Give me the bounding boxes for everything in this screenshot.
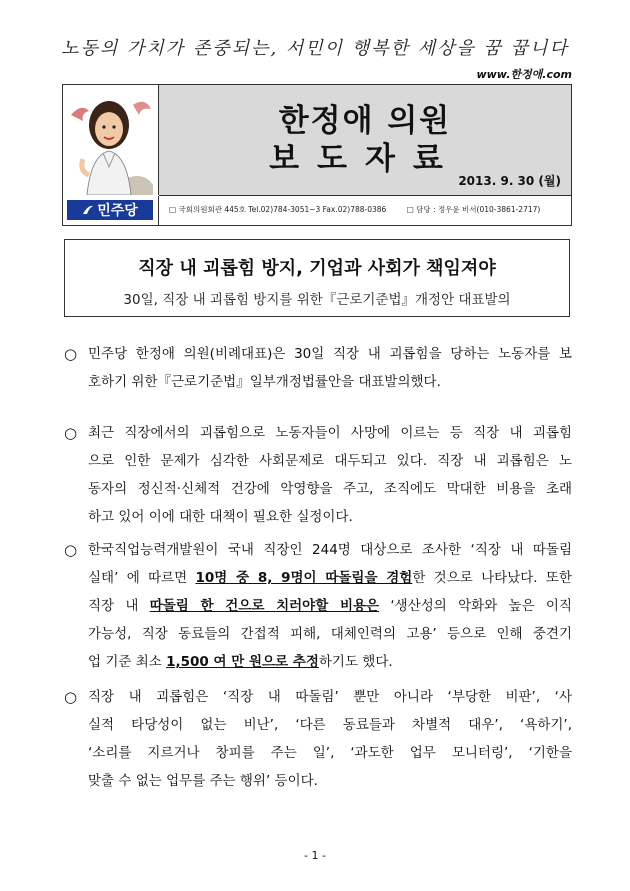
paragraph-line — [62, 592, 572, 620]
website-link[interactable]: www.한정애.com — [476, 68, 572, 81]
lawmaker-title: 한정애 의원 — [278, 103, 452, 139]
paragraph-line: 가능성, 직장 동료들의 간접적 피해, 대체인력의 고용’ 등으로 인해 중견기 — [88, 626, 572, 642]
page-number: - 1 - — [304, 849, 326, 862]
text-run: 직장 내 — [88, 598, 150, 614]
paragraph-4 — [62, 683, 572, 795]
paragraph-line: ‘소리를 지르거나 창피를 주는 일’, ‘과도한 업무 모니터링’, ‘기한을 — [88, 745, 572, 761]
paragraph-line: 직장 내 괴롭힘은 ‘직장 내 따돌림’ 뿐만 아니라 ‘부당한 비판’, ‘사 — [88, 689, 572, 705]
staff-contact: □ 담당 : 정우윤 비서(010-3861-2717) — [406, 205, 541, 214]
press-release-header — [62, 84, 572, 226]
lawmaker-portrait-image — [63, 85, 159, 195]
paragraph-3 — [62, 536, 572, 676]
paragraph-line: 하고 있어 이에 대한 대책이 필요한 실정이다. — [88, 509, 353, 525]
text-run: ‘생산성의 악화와 높은 이직 — [379, 598, 572, 614]
press-release-label: 보도자료 — [269, 141, 461, 177]
slogan: 노동의 가치가 존중되는, 서민이 행복한 세상을 꿈 꿉니다 — [61, 38, 569, 59]
paragraph-line: 맞출 수 없는 업무를 주는 행위’ 등이다. — [88, 773, 318, 789]
paragraph-line: 한국직업능력개발원이 국내 직장인 244명 대상으로 조사한 ‘직장 내 따돌림 — [88, 542, 572, 558]
paragraph-line: 으로 인한 문제가 심각한 사회문제로 대두되고 있다. 직장 내 괴롭힘은 노 — [88, 453, 572, 469]
headline-subtitle: 30일, 직장 내 괴롭힘 방지를 위한『근로기준법』개정안 대표발의 — [123, 292, 511, 308]
bullet-marker: ○ — [64, 345, 78, 363]
paragraph-line: 민주당 한정애 의원(비례대표)은 30일 직장 내 괴롭힘을 당하는 노동자를 보 — [88, 346, 572, 362]
bullet-marker: ○ — [64, 541, 78, 559]
headline-box — [64, 239, 570, 317]
emphasis-text: 10명 중 8, 9명이 따돌림을 경험 — [195, 570, 413, 586]
paragraph-line: 최근 직장에서의 괴롭힘으로 노동자들이 사망에 이르는 등 직장 내 괴롭힘 — [88, 425, 572, 441]
release-date: 2013. 9. 30 (월) — [458, 174, 561, 188]
paragraph-1 — [62, 340, 572, 396]
party-logo — [63, 196, 159, 225]
text-run: 하기도 했다. — [318, 654, 393, 670]
emphasis-text: 따돌림 한 건으로 치러야할 비용은 — [149, 598, 380, 614]
office-contact: □ 국회의원회관 445호 Tel.02)784-3051~3 Fax.02)788-0386 — [169, 205, 387, 214]
paragraph-line: 동자의 정신적·신체적 건강에 악영향을 주고, 조직에도 막대한 비용을 초래 — [88, 481, 572, 497]
party-mark-icon — [82, 204, 94, 216]
bullet-marker: ○ — [64, 424, 78, 442]
bullet-marker: ○ — [64, 688, 78, 706]
paragraph-line — [62, 648, 572, 676]
text-run: 한 것으로 나타났다. 또한 — [412, 570, 572, 586]
paragraph-line — [62, 564, 572, 592]
text-run: 업 기준 최소 — [88, 654, 167, 670]
party-name: 민주당 — [97, 203, 138, 219]
paragraph-line: 실적 타당성이 없는 비난’, ‘다른 동료들과 차별적 대우’, ‘욕하기’, — [88, 717, 572, 733]
paragraph-2 — [62, 419, 572, 531]
title-box — [159, 85, 571, 196]
contact-info — [169, 204, 558, 215]
text-run: 실태’ 에 따르면 — [88, 570, 196, 586]
headline-title: 직장 내 괴롭힘 방지, 기업과 사회가 책임져야 — [138, 258, 496, 279]
paragraph-line: 호하기 위한『근로기준법』일부개정법률안을 대표발의했다. — [88, 374, 441, 390]
emphasis-text: 1,500 여 만 원으로 추정 — [166, 654, 319, 670]
